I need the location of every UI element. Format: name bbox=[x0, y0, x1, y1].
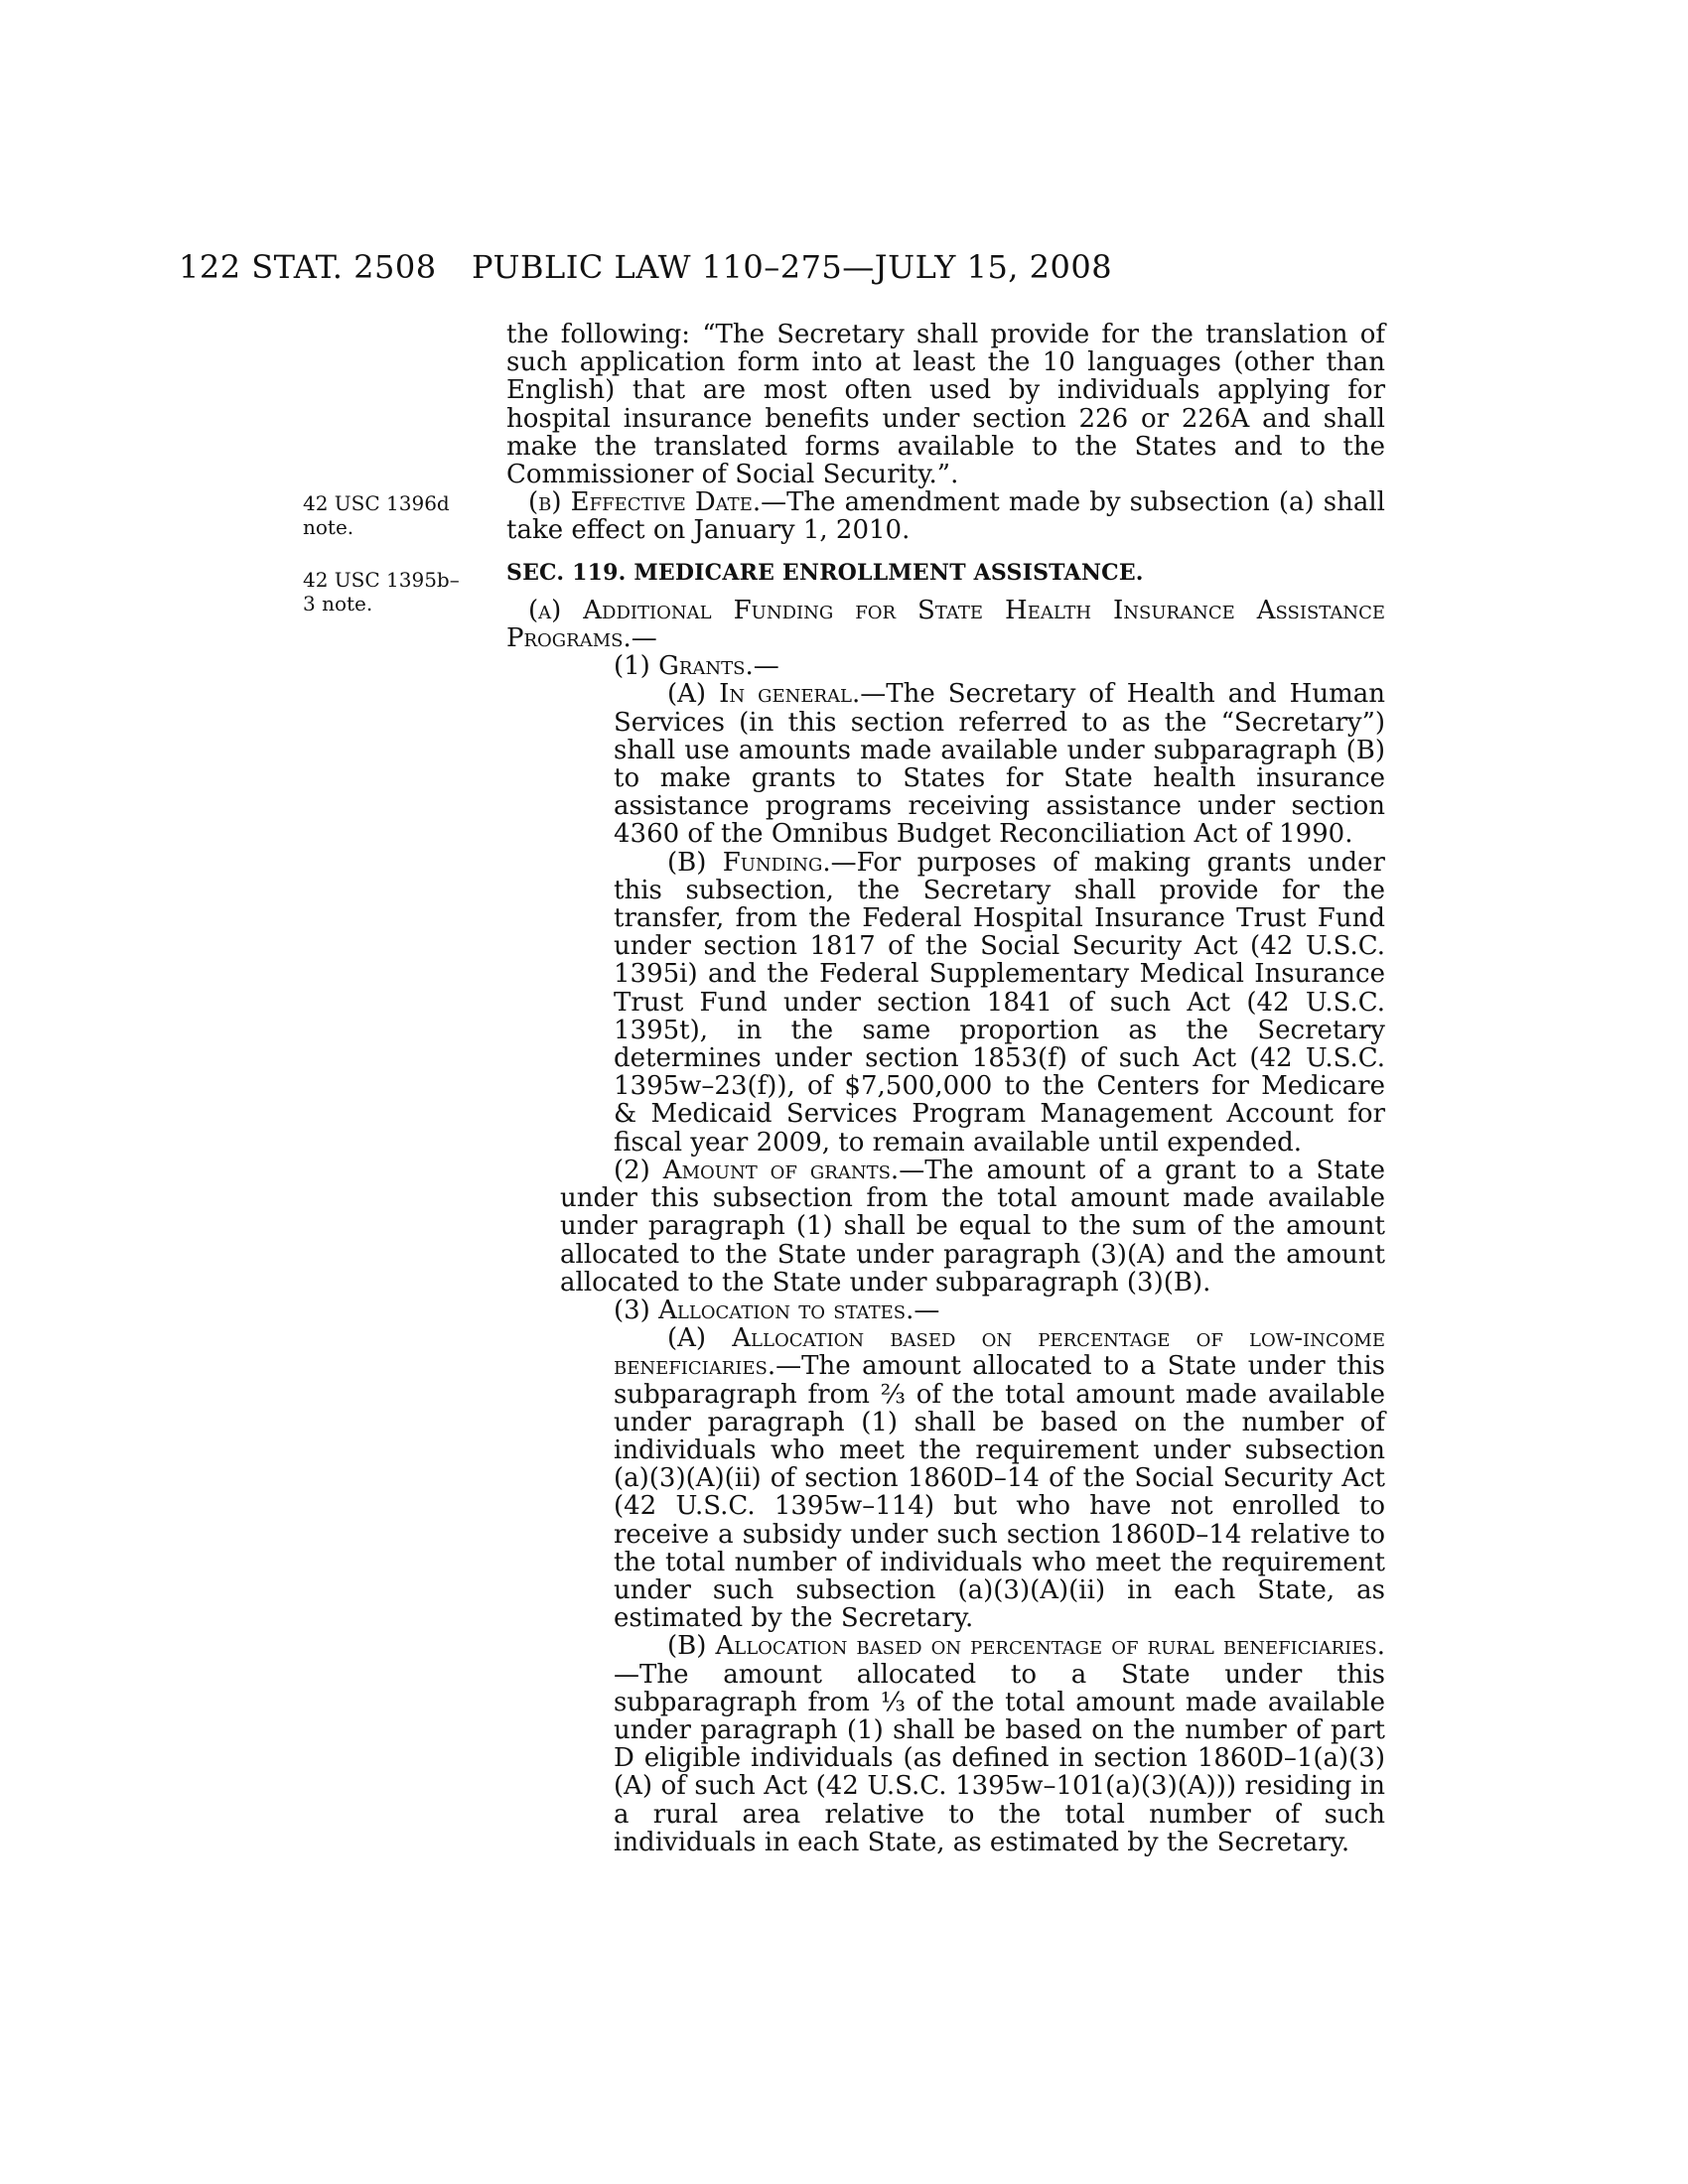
subparagraph-3-A-low-income bbox=[506, 1324, 1385, 1632]
paragraph-translation-provision: the following: “The Secretary shall provide for the translation of such application form into at least the 10 languages (other than English) that are most often used by individuals applying for hospital insurance benefits under section 226 or 226A and shall make the translated forms available to the States and to the Commissioner of Social Security.”. bbox=[506, 320, 1385, 490]
caption-amount-of-grants: (2) Amount of grants. bbox=[614, 1155, 900, 1185]
caption-in-general: (A) In general. bbox=[667, 679, 861, 710]
caption-subsection-a: (a) Additional Funding for State Health Insurance Assistance Programs. bbox=[506, 595, 1385, 654]
margin-note-usc-1396d: 42 USC 1396d note. bbox=[303, 491, 450, 539]
section-heading: SEC. 119. MEDICARE ENROLLMENT ASSISTANCE. bbox=[506, 559, 1144, 586]
paragraph-2-amount-of-grants bbox=[506, 1157, 1385, 1297]
caption-rural: (B) Allocation based on percentage of rural beneficiaries. bbox=[667, 1631, 1385, 1662]
subsection-a bbox=[506, 597, 1385, 652]
caption-effective-date: (b) Effective Date. bbox=[528, 487, 762, 518]
text-effective-date: —The amendment made by subsection (a) shall take effect on January 1, 2010. bbox=[506, 487, 1385, 546]
paragraph-effective-date bbox=[506, 488, 1385, 544]
document-body bbox=[506, 321, 1385, 1856]
text-in-general: —The Secretary of Health and Human Services (in this section referred to as the “Secretary”) shall use amounts made available under subparagraph (B) to make grants to States for State health insurance assistance programs receiving assistance under section 4360 of the Omnibus Budget Reconciliation Act of 1990. bbox=[614, 679, 1385, 850]
caption-allocation-to-states: (3) Allocation to states. bbox=[614, 1295, 914, 1325]
text-subsection-a: — bbox=[631, 623, 657, 654]
paragraph-3-allocation-to-states bbox=[506, 1297, 1385, 1324]
subparagraph-1-B-funding bbox=[506, 849, 1385, 1157]
text-grants: — bbox=[753, 651, 779, 682]
public-law-title: PUBLIC LAW 110–275—JULY 15, 2008 bbox=[472, 248, 1113, 286]
subparagraph-3-B-rural bbox=[506, 1632, 1385, 1856]
text-funding: —For purposes of making grants under this subsection, the Secretary shall provide for the transfer, from the Federal Hospital Insurance Trust Fund under section 1817 of the Social Security Act (42 U.S.C. 1395i) and the Federal Supplementary Medical Insurance Trust Fund under section 1841 of such Act (42 U.S.C. 1395t), in the same proportion as the Secretary determines under section 1853(f) of such Act (42 U.S.C. 1395w–23(f)), of $7,500,000 to the Centers for Medicare & Medicaid Services Program Management Account for fiscal year 2009, to remain available until expended. bbox=[614, 847, 1385, 1158]
text-low-income: —The amount allocated to a State under this subparagraph from ⅔ of the total amount made available under paragraph (1) shall be based on the number of individuals who meet the requirement under subsection (a)(3)(A)(ii) of section 1860D–14 of the Social Security Act (42 U.S.C. 1395w–114) but who have not enrolled to receive a subsidy under such section 1860D–14 relative to the total number of individuals who meet the requirement under such subsection (a)(3)(A)(ii) in each State, as estimated by the Secretary. bbox=[614, 1351, 1385, 1634]
paragraph-1-grants bbox=[506, 652, 1385, 680]
text-amount-of-grants: —The amount of a grant to a State under this subsection from the total amount made available under paragraph (1) shall be equal to the sum of the amount allocated to the State under paragraph (3)(A) and the amount allocated to the State under subparagraph (3)(B). bbox=[560, 1155, 1385, 1297]
text-rural: —The amount allocated to a State under this subparagraph from ⅓ of the total amount made available under paragraph (1) shall be based on the number of part D eligible individuals (as defined in section 1860D–1(a)(3)(A) of such Act (42 U.S.C. 1395w–101(a)(3)(A))) residing in a rural area relative to the total number of such individuals in each State, as estimated by the Secretary. bbox=[614, 1659, 1385, 1857]
subparagraph-1-A-in-general bbox=[506, 680, 1385, 848]
page-header bbox=[179, 248, 1380, 288]
margin-note-usc-1395b-3: 42 USC 1395b–3 note. bbox=[303, 568, 460, 615]
caption-funding: (B) Funding. bbox=[667, 847, 831, 878]
statute-page-number: 122 STAT. 2508 bbox=[179, 248, 437, 286]
caption-grants: (1) Grants. bbox=[614, 651, 754, 682]
caption-low-income: (A) Allocation based on percentage of low-income beneficiaries. bbox=[614, 1323, 1385, 1382]
text-allocation-to-states: — bbox=[914, 1295, 940, 1325]
